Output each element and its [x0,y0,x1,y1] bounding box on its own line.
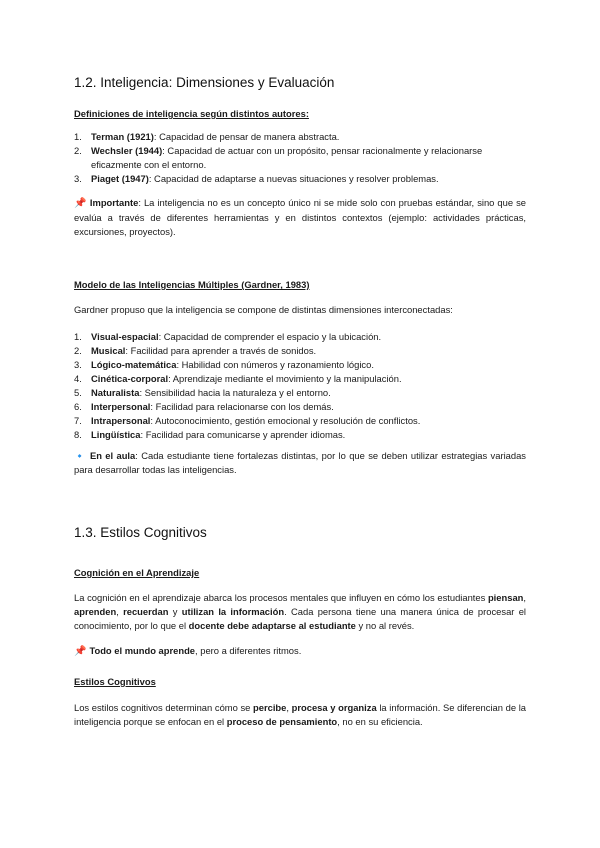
model-heading: Modelo de las Inteligencias Múltiples (Gardner, 1983) [74,279,310,290]
section-title-1-2: 1.2. Inteligencia: Dimensiones y Evaluación [74,75,335,90]
intelligences-list [74,330,526,442]
list-item: 2. Wechsler (1944): Capacidad de actuar con un propósito, pensar racionalmente y relacionarse eficazmente con el entorno. [74,145,483,170]
list-item: 5. Naturalista: Sensibilidad hacia la naturaleza y el entorno. [74,387,331,398]
classroom-note: 🔹 En el aula: Cada estudiante tiene fortalezas distintas, por lo que se deben utilizar estrategias variadas para desarrollar todas las inteligencias. [74,450,526,475]
cognition-heading: Cognición en el Aprendizaje [74,567,200,578]
pushpin-icon: 📌 [74,198,87,209]
definitions-heading: Definiciones de inteligencia según distintos autores: [74,108,309,119]
list-item: 2. Musical: Facilidad para aprender a través de sonidos. [74,345,317,356]
pushpin-icon: 📌 [74,646,87,657]
list-item: 7. Intrapersonal: Autoconocimiento, gestión emocional y resolución de conflictos. [74,415,421,426]
cognition-paragraph: La cognición en el aprendizaje abarca los procesos mentales que influyen en cómo los estudiantes piensan, aprenden, recuerdan y utilizan la información. Cada persona tiene una manera única de procesar el conocimiento, por lo que el docente debe adaptarse al estudiante y no al revés. [74,592,526,631]
list-item: 8. Lingüística: Facilidad para comunicarse y aprender idiomas. [74,429,346,440]
model-intro: Gardner propuso que la inteligencia se compone de distintas dimensiones interconectadas: [74,304,453,315]
list-item: 6. Interpersonal: Facilidad para relacionarse con los demás. [74,401,334,412]
list-item: 1. Visual-espacial: Capacidad de comprender el espacio y la ubicación. [74,331,382,342]
everyone-learns-note: 📌 Todo el mundo aprende, pero a diferentes ritmos. [74,645,302,657]
list-item: 3. Lógico-matemática: Habilidad con números y razonamiento lógico. [74,359,374,370]
styles-paragraph: Los estilos cognitivos determinan cómo se percibe, procesa y organiza la información. Se diferencian de la inteligencia porque se enfocan en el proceso de pensamiento, no en su eficiencia. [74,702,526,727]
important-note: 📌 Importante: La inteligencia no es un concepto único ni se mide solo con pruebas estándar, sino que se evalúa a través de diferentes herramientas y en distintos contextos (ejemplo: actividades prácticas, excursiones, proyectos). [74,197,526,237]
list-item: 4. Cinética-corporal: Aprendizaje mediante el movimiento y la manipulación. [74,373,402,384]
list-item: 1. Terman (1921): Capacidad de pensar de manera abstracta. [74,131,340,142]
section-title-1-3: 1.3. Estilos Cognitivos [74,525,207,540]
definitions-list [74,130,526,186]
styles-heading: Estilos Cognitivos [74,676,156,687]
list-item: 3. Piaget (1947): Capacidad de adaptarse a nuevas situaciones y resolver problemas. [74,173,439,184]
blue-diamond-icon: 🔹 [74,451,86,461]
